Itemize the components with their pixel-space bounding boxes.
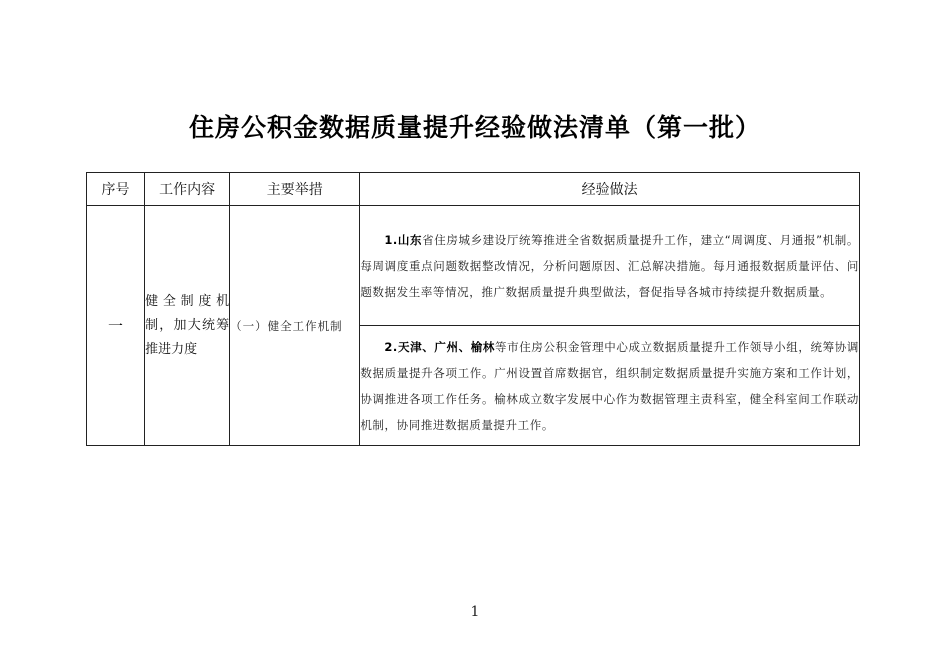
seq-cell: 一 <box>87 206 145 446</box>
practice-list-table <box>86 172 860 446</box>
practice-cell-1 <box>360 206 860 326</box>
document-title: 住房公积金数据质量提升经验做法清单（第一批） <box>188 113 761 142</box>
header-content: 工作内容 <box>145 173 230 206</box>
table-row <box>87 206 860 326</box>
page-number: 1 <box>470 604 480 620</box>
header-seq: 序号 <box>87 173 145 206</box>
practice-2-places: 天津、广州、榆林 <box>397 339 496 354</box>
header-measure: 主要举措 <box>230 173 360 206</box>
practice-cell-2 <box>360 326 860 446</box>
practice-2-text: 等市住房公积金管理中心成立数据质量提升工作领导小组，统筹协调数据质量提升各项工作。广州设置首席数据官，组织制定数据质量提升实施方案和工作计划，协调推进各项工作任务。榆林成立数字发展中心作为数据管理主责科室，健全科室间工作联动机制，协同推进数据质量提升工作。 <box>360 339 859 432</box>
practice-1-number: 1. <box>384 232 398 247</box>
main-measure-cell: （一）健全工作机制 <box>230 206 360 446</box>
work-content-cell: 健全制度机制，加大统筹推进力度 <box>145 206 230 446</box>
header-practice: 经验做法 <box>360 173 860 206</box>
practice-1-text: 省住房城乡建设厅统筹推进全省数据质量提升工作，建立“周调度、月通报”机制。每周调度重点问题数据整改情况，分析问题原因、汇总解决措施。每月通报数据质量评估、问题数据发生率等情况，推广数据质量提升典型做法，督促指导各城市持续提升数据质量。 <box>360 232 859 299</box>
table-header-row <box>87 173 860 206</box>
practice-1-places: 山东 <box>397 232 423 247</box>
practice-2-number: 2. <box>384 339 398 354</box>
